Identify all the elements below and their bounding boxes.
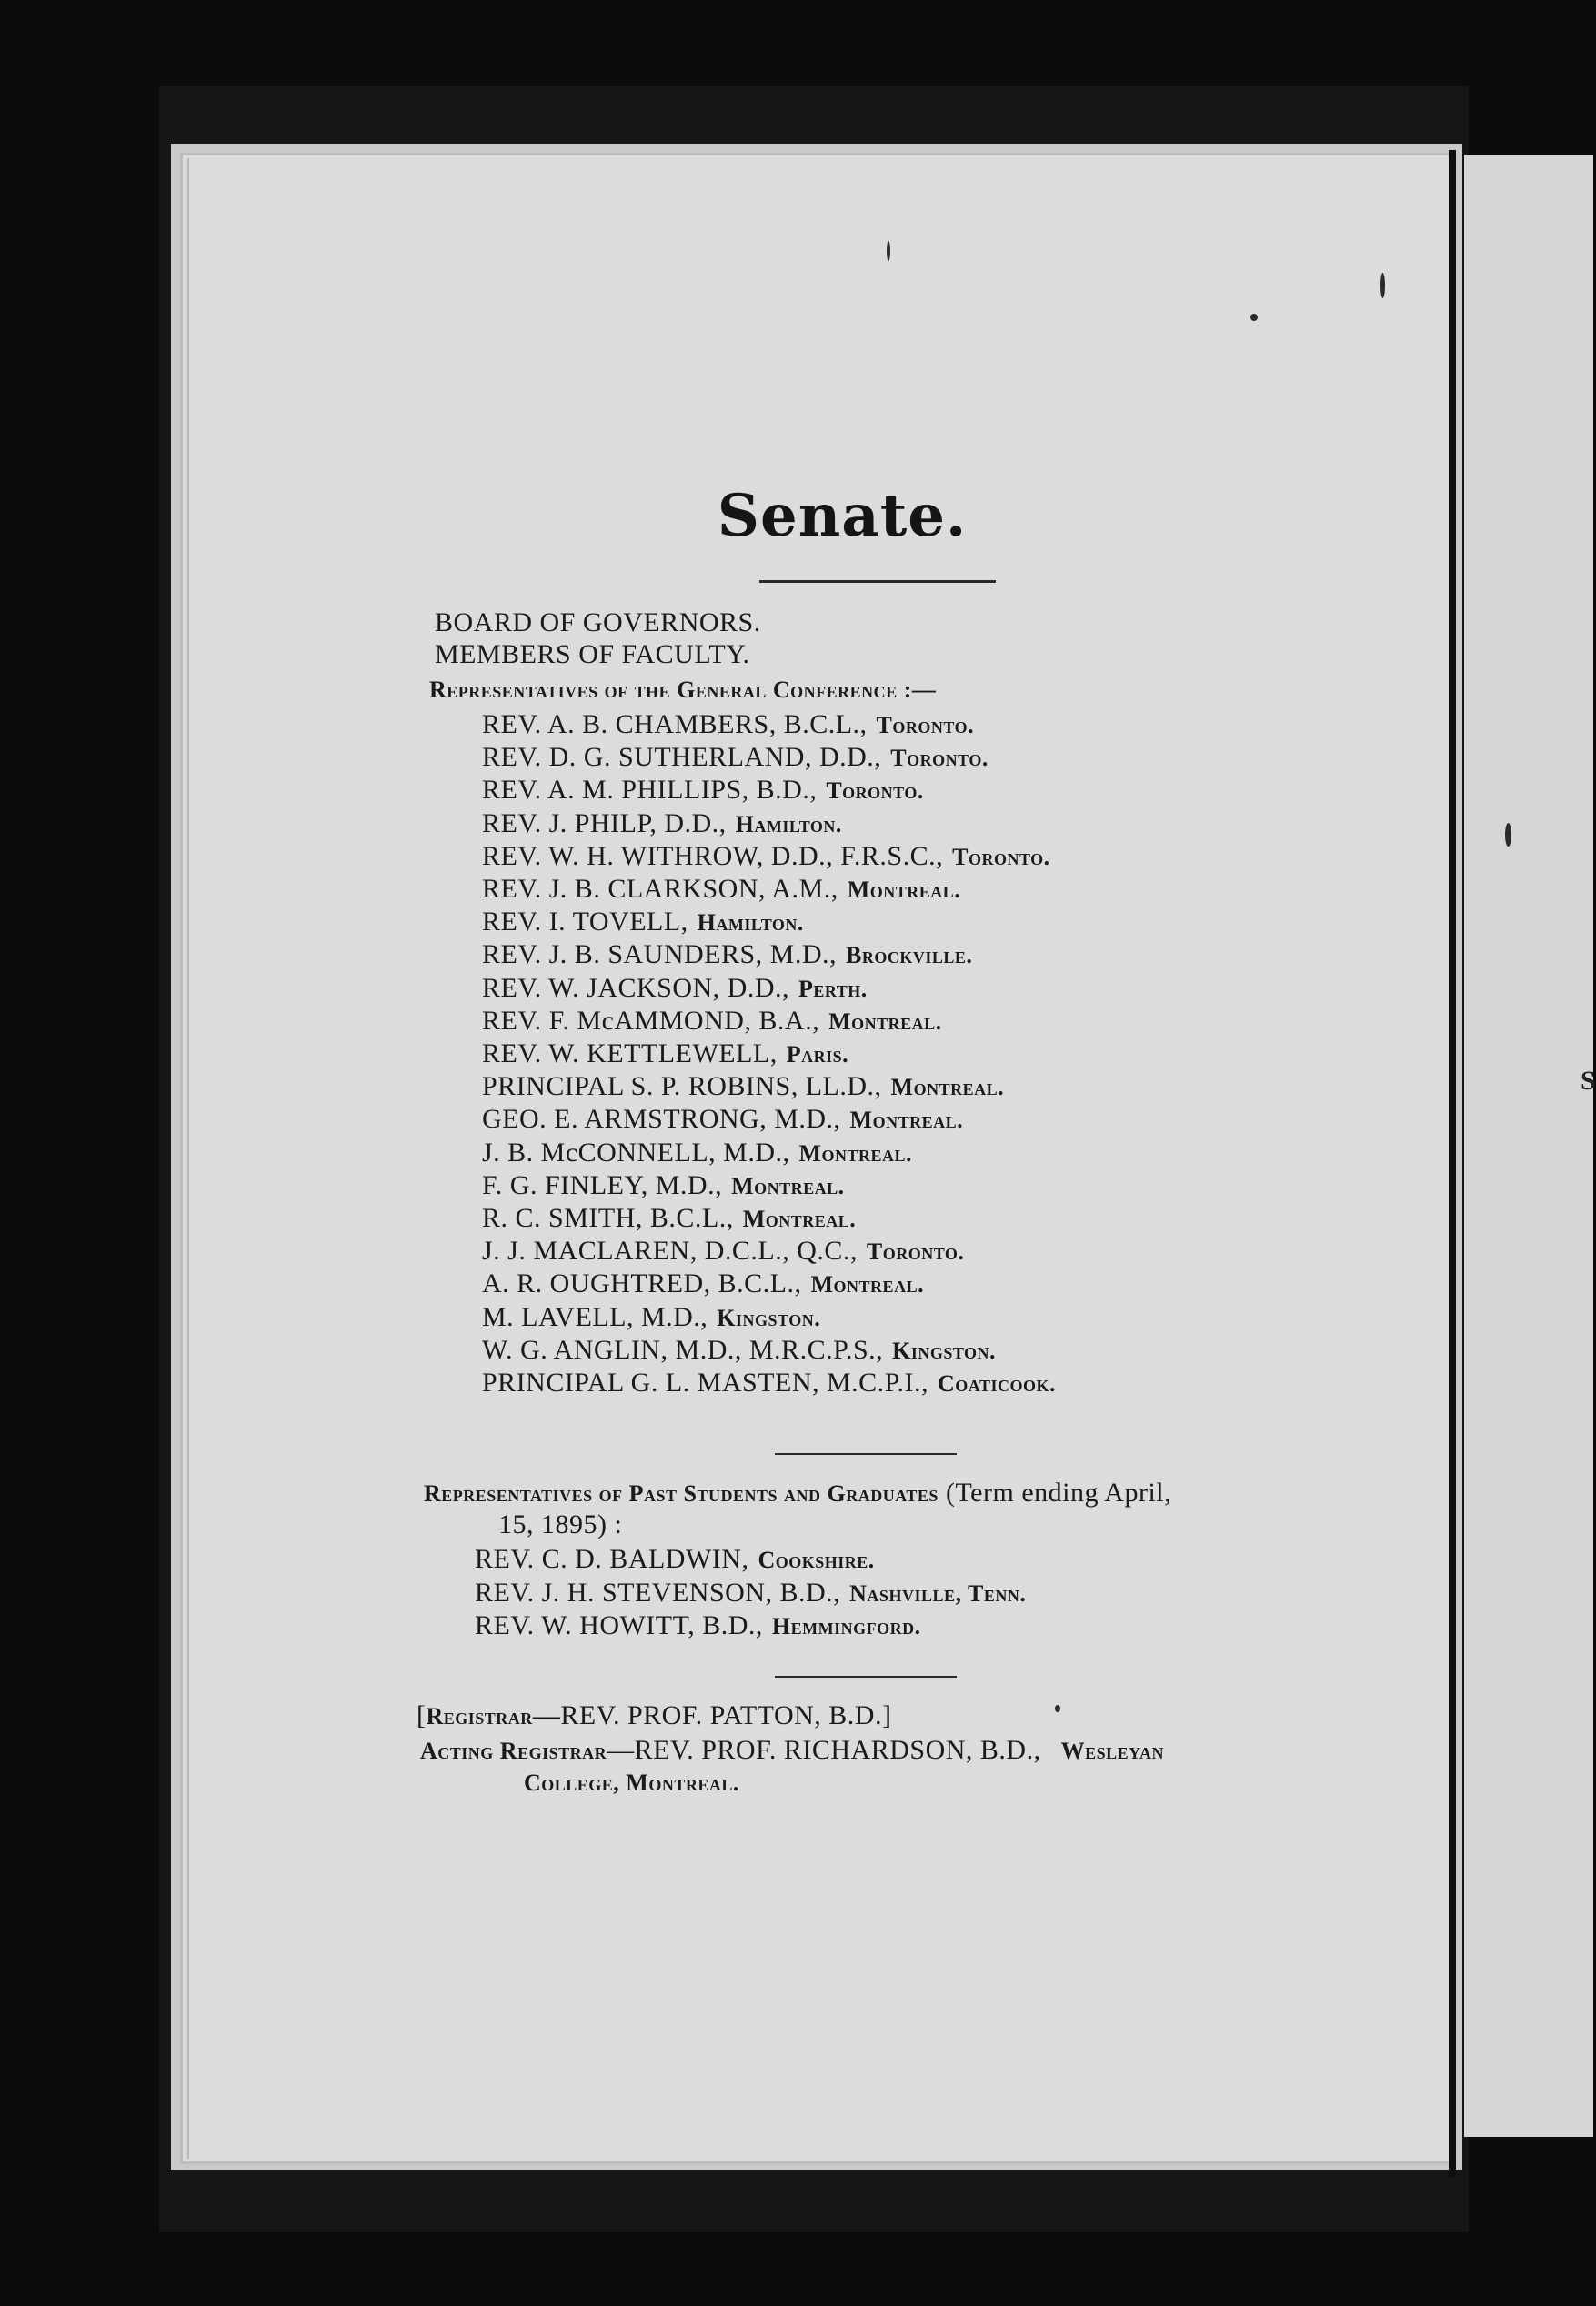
member-place: Nashville, Tenn. bbox=[849, 1579, 1027, 1607]
scan-speck bbox=[1250, 314, 1258, 321]
conference-rep-row bbox=[482, 1203, 856, 1234]
member-name: REV. F. McAMMOND, B.A., bbox=[482, 1005, 820, 1036]
registrar-text: —REV. PROF. PATTON, B.D.] bbox=[532, 1700, 892, 1730]
member-place: Montreal. bbox=[849, 1107, 964, 1134]
member-name: REV. W. H. WITHROW, D.D., F.R.S.C., bbox=[482, 840, 944, 871]
scan-speck bbox=[887, 241, 890, 261]
member-name: REV. J. H. STEVENSON, B.D., bbox=[475, 1577, 841, 1608]
acting-registrar-line bbox=[420, 1735, 1164, 1766]
adjacent-page-letter: S bbox=[1581, 1066, 1596, 1096]
scan-speck bbox=[1380, 273, 1385, 298]
conference-rep-row bbox=[482, 1104, 963, 1135]
member-name: A. R. OUGHTRED, B.C.L., bbox=[482, 1268, 802, 1299]
conference-rep-row bbox=[482, 1071, 1004, 1102]
member-place: Toronto. bbox=[826, 777, 924, 805]
section-rule bbox=[775, 1676, 957, 1678]
member-name: W. G. ANGLIN, M.D., M.R.C.P.S., bbox=[482, 1334, 884, 1365]
member-place: Kingston. bbox=[892, 1337, 997, 1364]
member-place: Montreal. bbox=[890, 1074, 1005, 1101]
member-name: J. J. MACLAREN, D.C.L., Q.C., bbox=[482, 1236, 858, 1267]
conference-rep-row bbox=[482, 1335, 996, 1366]
member-place: Toronto. bbox=[952, 843, 1050, 870]
acting-registrar-text: —REV. PROF. RICHARDSON, B.D., bbox=[607, 1735, 1041, 1765]
member-name: PRINCIPAL S. P. ROBINS, LL.D., bbox=[482, 1071, 882, 1102]
past-students-heading bbox=[424, 1478, 1171, 1509]
member-place: Toronto. bbox=[876, 712, 975, 738]
member-name: REV. W. JACKSON, D.D., bbox=[482, 972, 790, 1003]
conference-rep-row bbox=[482, 973, 868, 1004]
member-place: Paris. bbox=[786, 1041, 849, 1068]
member-name: GEO. E. ARMSTRONG, M.D., bbox=[482, 1104, 841, 1135]
member-place: Hemmingford. bbox=[771, 1613, 921, 1639]
conference-rep-row bbox=[482, 775, 924, 806]
member-place: Montreal. bbox=[828, 1008, 942, 1035]
member-place: Perth. bbox=[798, 975, 868, 1002]
member-place: Montreal. bbox=[847, 877, 961, 903]
registrar-label: Registrar bbox=[426, 1703, 533, 1730]
member-name: REV. I. TOVELL, bbox=[482, 907, 688, 937]
conference-rep-row bbox=[482, 1170, 845, 1201]
acting-registrar-place: Wesleyan bbox=[1060, 1738, 1164, 1764]
binding-gutter bbox=[1449, 150, 1456, 2178]
member-place: Hamilton. bbox=[697, 909, 804, 937]
member-place: Brockville. bbox=[846, 942, 973, 969]
heading-conference: Representatives of the General Conference :— bbox=[429, 677, 937, 703]
member-name: REV. J. PHILP, D.D., bbox=[482, 807, 727, 838]
member-name: PRINCIPAL G. L. MASTEN, M.C.P.I., bbox=[482, 1368, 929, 1398]
bracket: [ bbox=[417, 1700, 427, 1730]
conference-rep-row bbox=[482, 1236, 964, 1267]
adjacent-page bbox=[1464, 155, 1593, 2137]
member-place: Coaticook. bbox=[938, 1370, 1056, 1397]
member-name: M. LAVELL, M.D., bbox=[482, 1301, 708, 1332]
past-student-row bbox=[475, 1544, 875, 1575]
conference-rep-row bbox=[482, 907, 804, 937]
member-place: Hamilton. bbox=[735, 810, 842, 837]
member-place: Kingston. bbox=[717, 1304, 821, 1331]
member-place: Toronto. bbox=[866, 1238, 965, 1266]
conference-rep-row bbox=[482, 1138, 912, 1168]
member-name: REV. C. D. BALDWIN, bbox=[475, 1544, 749, 1574]
conference-rep-row bbox=[482, 1302, 820, 1333]
member-name: REV. W. KETTLEWELL, bbox=[482, 1038, 778, 1068]
past-students-heading-line2: 15, 1895) : bbox=[498, 1509, 623, 1539]
conference-rep-row bbox=[482, 939, 972, 970]
conference-rep-row bbox=[482, 1268, 924, 1299]
heading-board: BOARD OF GOVERNORS. bbox=[435, 607, 761, 637]
member-place: Cookshire. bbox=[758, 1547, 875, 1573]
member-name: REV. A. M. PHILLIPS, B.D., bbox=[482, 775, 818, 806]
section-rule bbox=[775, 1453, 957, 1455]
conference-rep-row bbox=[482, 874, 960, 905]
conference-rep-row bbox=[482, 1006, 942, 1037]
acting-registrar-label: Acting Registrar bbox=[420, 1738, 607, 1764]
conference-rep-row bbox=[482, 742, 989, 773]
title-rule bbox=[759, 580, 996, 583]
page-title: Senate. bbox=[717, 482, 968, 550]
member-name: REV. W. HOWITT, B.D., bbox=[475, 1610, 763, 1640]
member-name: REV. A. B. CHAMBERS, B.C.L., bbox=[482, 709, 868, 739]
conference-rep-row bbox=[482, 841, 1050, 872]
member-place: Montreal. bbox=[798, 1139, 913, 1167]
member-name: R. C. SMITH, B.C.L., bbox=[482, 1203, 734, 1233]
member-place: Toronto. bbox=[890, 745, 989, 772]
past-student-row bbox=[475, 1578, 1026, 1609]
member-name: F. G. FINLEY, M.D., bbox=[482, 1169, 723, 1200]
conference-rep-row bbox=[482, 808, 842, 839]
member-place: Montreal. bbox=[810, 1271, 925, 1298]
acting-registrar-place-line2: College, Montreal. bbox=[524, 1770, 739, 1796]
past-student-row bbox=[475, 1610, 921, 1641]
conference-rep-row bbox=[482, 1368, 1056, 1399]
scan-speck bbox=[1505, 823, 1511, 847]
member-name: J. B. McCONNELL, M.D., bbox=[482, 1137, 790, 1168]
past-students-heading-sc: Representatives of Past Students and Graduates bbox=[424, 1480, 939, 1507]
heading-faculty: MEMBERS OF FACULTY. bbox=[435, 639, 750, 669]
past-students-heading-rest: (Term ending April, bbox=[945, 1478, 1172, 1508]
member-name: REV. D. G. SUTHERLAND, D.D., bbox=[482, 742, 882, 773]
scan-speck bbox=[1055, 1705, 1060, 1712]
member-place: Montreal. bbox=[742, 1206, 857, 1232]
member-place: Montreal. bbox=[731, 1172, 845, 1199]
member-name: REV. J. B. CLARKSON, A.M., bbox=[482, 874, 838, 904]
conference-rep-row bbox=[482, 1038, 848, 1069]
member-name: REV. J. B. SAUNDERS, M.D., bbox=[482, 939, 838, 970]
registrar-line bbox=[417, 1700, 891, 1731]
conference-rep-row bbox=[482, 709, 974, 740]
